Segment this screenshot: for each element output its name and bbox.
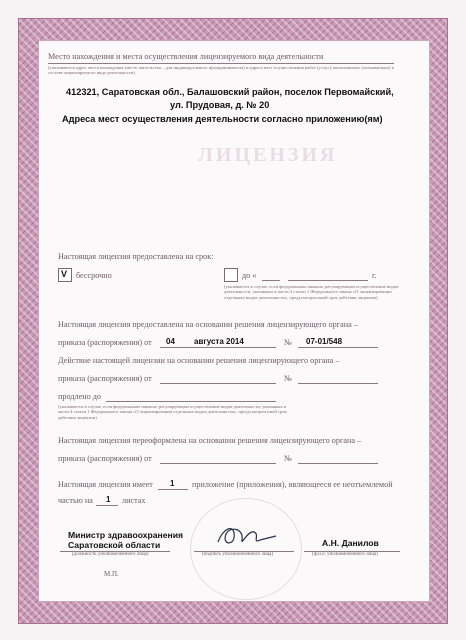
stamp-label: М.П. — [104, 570, 119, 578]
address-line-1: 412321, Саратовская обл., Балашовский район, поселок Первомайский, — [66, 87, 394, 97]
address-line-3: Адреса мест осуществления деятельности согласно приложению(ям) — [62, 114, 383, 124]
signer-position-2: Саратовской области — [68, 540, 161, 550]
name-caption: (ф.и.о. уполномоченного лица) — [312, 552, 378, 557]
indefinite-label: бессрочно — [76, 271, 112, 280]
watermark: ЛИЦЕНЗИЯ — [198, 144, 338, 166]
sign-caption: (подпись уполномоченного лица) — [202, 552, 274, 557]
basis-text: Настоящая лицензия предоставлена на основании решения лицензирующего органа – — [58, 320, 358, 329]
basis-day: 04 — [166, 337, 175, 346]
rule — [160, 383, 276, 384]
until-label: до « — [242, 271, 257, 280]
rule — [298, 383, 378, 384]
action-number-sign: № — [284, 374, 292, 383]
rule — [96, 505, 118, 506]
basis-number-sign: № — [284, 338, 292, 347]
action-text: Действие настоящей лицензии на основании решения лицензирующего органа – — [58, 356, 340, 365]
rule — [262, 280, 280, 281]
rule — [298, 463, 378, 464]
basis-month-year: августа 2014 — [194, 337, 244, 346]
reissue-order-label: приказа (распоряжения) от — [58, 454, 152, 463]
basis-number: 07-01/548 — [306, 337, 343, 346]
location-note: (указываются адрес места нахождения (место жительства – для индивидуального предпринимателя) и адреса мест осуществления работ (услуг), выполняемых (оказываемых) в составе лицензируемого вида деятельности) — [48, 65, 394, 76]
appendix-text-b: приложение (приложения), являющееся ее неотъемлемой — [192, 480, 393, 489]
year-suffix: г. — [372, 271, 377, 280]
reissue-text: Настоящая лицензия переоформлена на основании решения лицензирующего органа – — [58, 436, 362, 445]
term-note: (указывается в случае, если федеральным законом, регулирующим осуществление видов деятельности, указанных в части 4 статьи 1 Федерального закона «О лицензировании отдельных видов деятельности», предусмотрен иной срок действия лицензии) — [224, 284, 399, 300]
action-note: (указывается в случае, если федеральным законом, регулирующим осуществление видов деятельности, указанных в части 4 статьи 1 Федерального закона «О лицензировании отдельных видов деятельности», предусмотрен иной срок действия лицензии) — [58, 404, 287, 420]
signature-scribble — [214, 520, 284, 550]
rule — [160, 347, 276, 348]
rule — [160, 463, 276, 464]
rule — [106, 401, 276, 402]
rule — [288, 280, 368, 281]
appendix-count: 1 — [170, 479, 175, 488]
signer-position-1: Министр здравоохранения — [68, 530, 184, 540]
address-line-2: ул. Прудовая, д. № 20 — [170, 100, 270, 110]
reissue-number-sign: № — [284, 454, 292, 463]
rule — [158, 489, 188, 490]
basis-order-label: приказа (распоряжения) от — [58, 338, 152, 347]
signer-name: А.Н. Данилов — [322, 538, 379, 548]
appendix-sheets-label: листах — [122, 496, 146, 505]
term-label: Настоящая лицензия предоставлена на срок: — [58, 252, 214, 261]
action-order-label: приказа (распоряжения) от — [58, 374, 152, 383]
indefinite-checkbox[interactable] — [58, 268, 72, 282]
until-checkbox[interactable] — [224, 268, 238, 282]
rule — [48, 63, 394, 64]
extended-label: продлено до — [58, 392, 101, 401]
appendix-sheets: 1 — [106, 495, 111, 504]
checkbox-mark: V — [61, 269, 68, 279]
rule — [298, 347, 378, 348]
location-label: Место нахождения и места осуществления лицензируемого вида деятельности — [48, 52, 324, 61]
position-caption: (должность уполномоченного лица) — [72, 552, 149, 557]
appendix-part-label: частью на — [58, 496, 93, 505]
appendix-text-a: Настоящая лицензия имеет — [58, 480, 153, 489]
